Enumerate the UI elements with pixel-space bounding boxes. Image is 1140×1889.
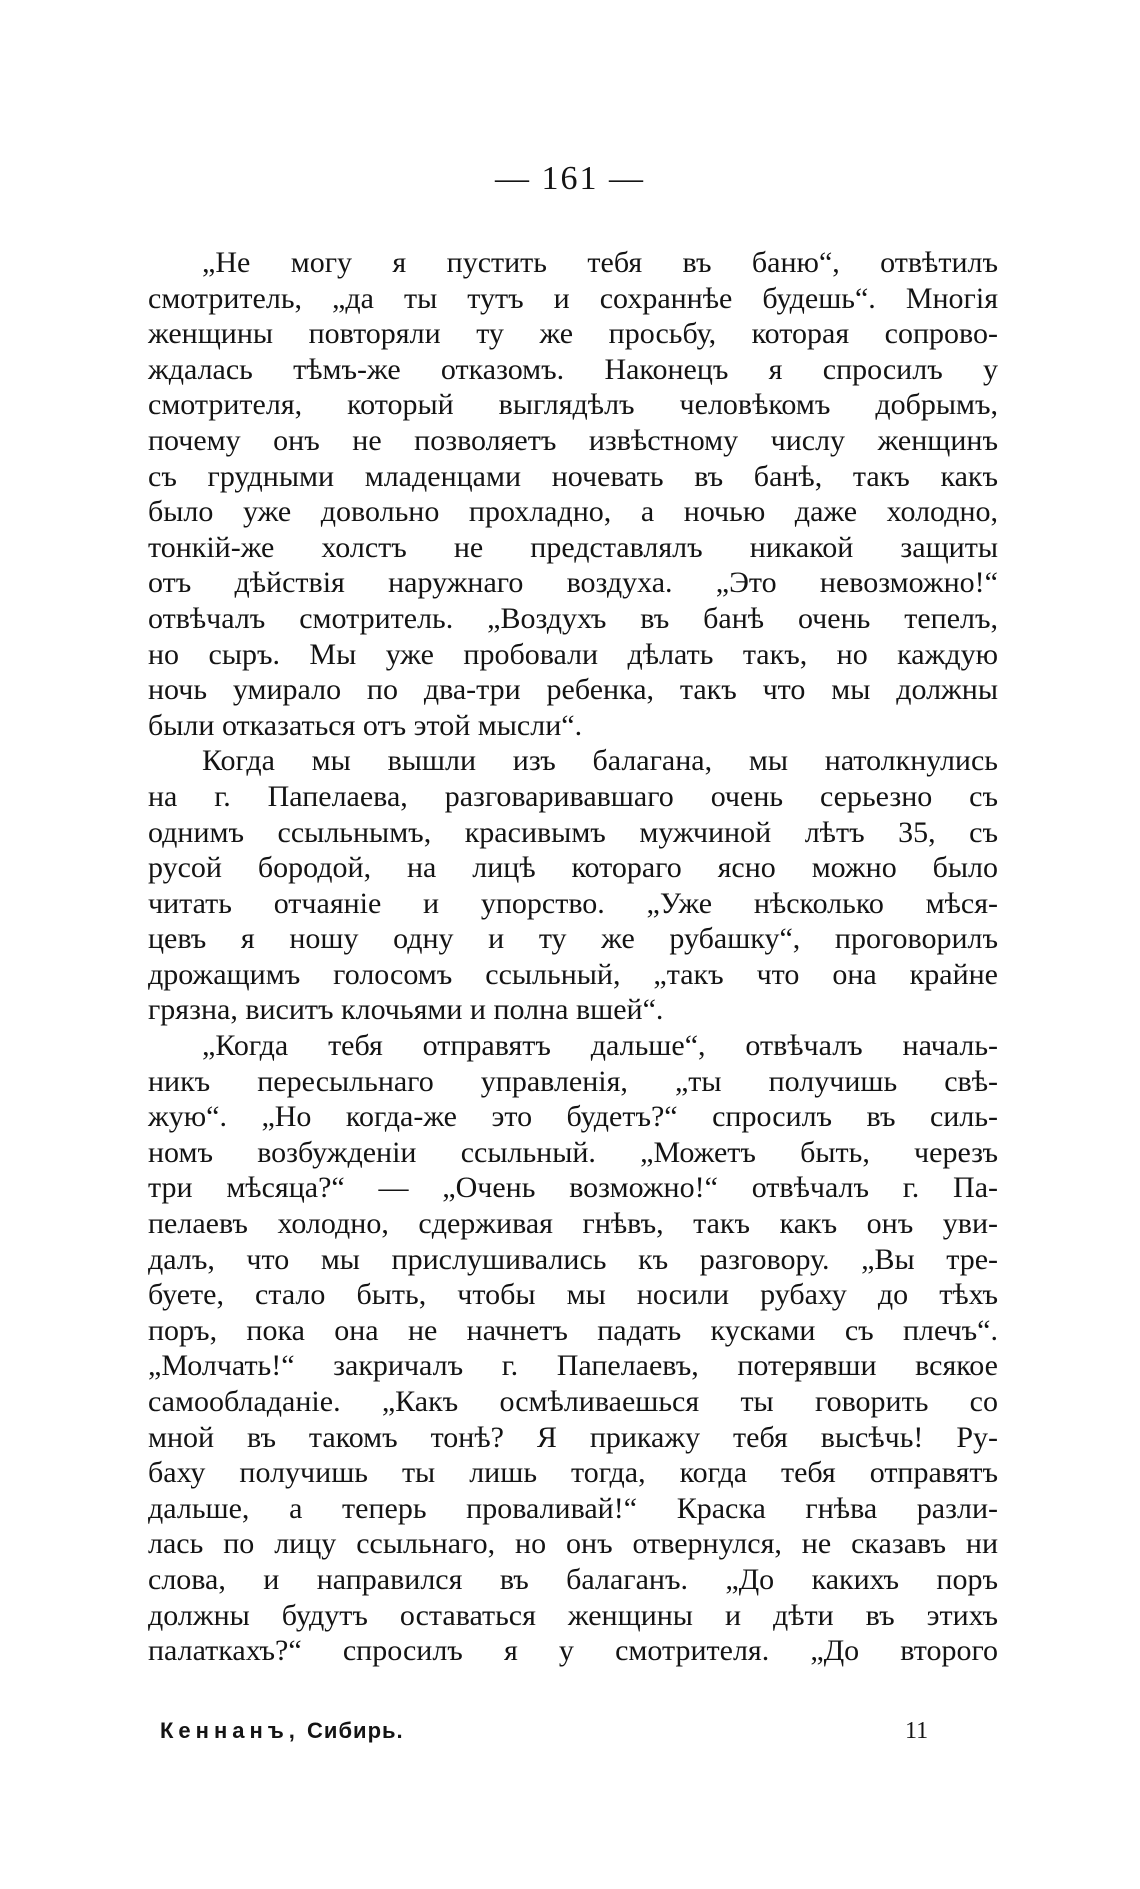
text-line: ночь умирало по два-три ребенка, такъ что мы должны <box>148 673 998 707</box>
page-number: — 161 — <box>495 160 645 197</box>
text-line: однимъ ссыльнымъ, красивымъ мужчиной лѣтъ 35, съ <box>148 815 998 849</box>
text-line: на г. Папелаева, разговаривавшаго очень серьезно съ <box>148 779 998 813</box>
text-line: мной въ такомъ тонѣ? Я прикажу тебя высѣчь! Ру- <box>148 1420 998 1454</box>
page-footer <box>0 1718 1140 1748</box>
text-line: русой бородой, на лицѣ котораго ясно можно было <box>148 851 998 885</box>
text-line: отвѣчалъ смотритель. „Воздухъ въ банѣ очень тепелъ, <box>148 601 998 635</box>
text-line: почему онъ не позволяетъ извѣстному числу женщинъ <box>148 423 998 457</box>
text-line: съ грудными младенцами ночевать въ банѣ, такъ какъ <box>148 459 998 493</box>
footer-signature <box>160 1718 404 1744</box>
text-line: слова, и направился въ балаганъ. „До какихъ поръ <box>148 1562 998 1596</box>
text-line: три мѣсяца?“ — „Очень возможно!“ отвѣчалъ г. Па- <box>148 1171 998 1205</box>
text-line: жую“. „Но когда-же это будетъ?“ спросилъ въ силь- <box>148 1100 998 1134</box>
text-line: цевъ я ношу одну и ту же рубашку“, проговорилъ <box>148 922 998 956</box>
text-line: „Не могу я пустить тебя въ баню“, отвѣтилъ <box>202 246 998 279</box>
text-line: тонкій-же холстъ не представлялъ никакой защиты <box>148 530 998 564</box>
text-line: смотритель, „да ты тутъ и сохраннѣе будешь“. Многія <box>148 281 998 315</box>
sheet-signature-number: 11 <box>905 1718 929 1744</box>
text-line: Когда мы вышли изъ балагана, мы натолкнулись <box>202 744 998 778</box>
text-line: но сыръ. Мы уже пробовали дѣлать такъ, но каждую <box>148 637 998 671</box>
text-line: палаткахъ?“ спросилъ я у смотрителя. „До второго <box>148 1634 998 1668</box>
text-line: были отказаться отъ этой мысли“. <box>148 708 583 742</box>
text-line: „Молчать!“ закричалъ г. Папелаевъ, потерявши всякое <box>148 1349 998 1383</box>
text-line: пелаевъ холодно, сдерживая гнѣвъ, такъ какъ онъ уви- <box>148 1207 998 1241</box>
text-line: самообладаніе. „Какъ осмѣливаешься ты говорить со <box>148 1385 998 1418</box>
text-line: дальше, а теперь проваливай!“ Краска гнѣва разли- <box>148 1491 998 1525</box>
text-line: отъ дѣйствія наружнаго воздуха. „Это невозможно!“ <box>148 566 998 600</box>
text-line: грязна, виситъ клочьями и полна вшей“. <box>148 993 664 1027</box>
text-line: должны будутъ оставаться женщины и дѣти въ этихъ <box>148 1598 998 1632</box>
body-text <box>148 245 998 1669</box>
text-line: дрожащимъ голосомъ ссыльный, „такъ что она крайне <box>148 957 998 991</box>
text-line: лась по лицу ссыльнаго, но онъ отвернулся, не сказавъ ни <box>148 1527 998 1561</box>
text-line: поръ, пока она не начнетъ падать кусками съ плечъ“. <box>148 1313 998 1347</box>
text-line: читать отчаяніе и упорство. „Уже нѣсколько мѣся- <box>148 886 998 920</box>
text-line: „Когда тебя отправятъ дальше“, отвѣчалъ началь- <box>202 1029 998 1063</box>
text-line: ждалась тѣмъ-же отказомъ. Наконецъ я спросилъ у <box>148 352 998 386</box>
text-line: женщины повторяли ту же просьбу, которая сопрово- <box>148 317 998 351</box>
text-line: номъ возбужденіи ссыльный. „Можетъ быть, черезъ <box>148 1135 998 1169</box>
footer-author: Кеннанъ, <box>160 1718 300 1743</box>
text-line: смотрителя, который выглядѣлъ человѣкомъ добрымъ, <box>148 388 998 422</box>
text-line: баху получишь ты лишь тогда, когда тебя отправятъ <box>148 1456 998 1490</box>
text-line: было уже довольно прохладно, а ночью даже холодно, <box>148 495 998 529</box>
text-line: никъ пересыльнаго управленія, „ты получишь свѣ- <box>148 1064 998 1098</box>
text-line: далъ, что мы прислушивались къ разговору. „Вы тре- <box>148 1242 998 1276</box>
text-line: буете, стало быть, чтобы мы носили рубаху до тѣхъ <box>148 1278 998 1312</box>
footer-title: Сибирь. <box>307 1718 404 1743</box>
